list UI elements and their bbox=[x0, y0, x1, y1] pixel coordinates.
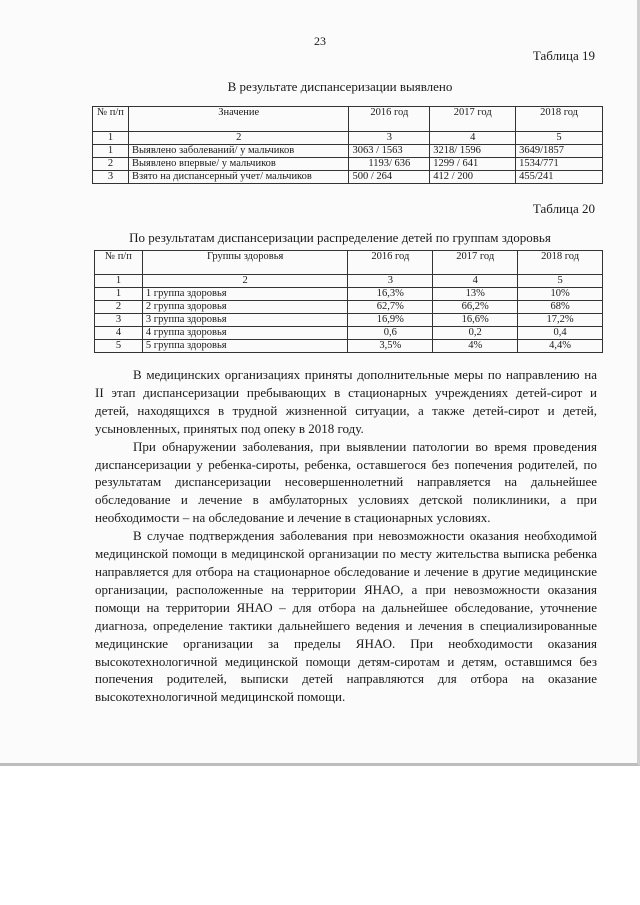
table-cell: 66,2% bbox=[433, 301, 518, 314]
table-cell: 0,6 bbox=[348, 327, 433, 340]
table-cell: 1299 / 641 bbox=[430, 158, 516, 171]
table-cell: 0,2 bbox=[433, 327, 518, 340]
table-cell: 13% bbox=[433, 288, 518, 301]
table-cell: 3218/ 1596 bbox=[430, 145, 516, 158]
table20-header-cell: 2017 год bbox=[433, 251, 518, 275]
table-cell: 1 bbox=[93, 145, 129, 158]
table-cell: 1534/771 bbox=[516, 158, 603, 171]
table-cell: 2 bbox=[142, 275, 348, 288]
table-cell: 2 bbox=[128, 132, 349, 145]
table-cell: 16,3% bbox=[348, 288, 433, 301]
table-cell: 17,2% bbox=[518, 314, 603, 327]
table-cell: 68% bbox=[518, 301, 603, 314]
table19-index-row bbox=[93, 132, 603, 145]
table-cell: 5 bbox=[516, 132, 603, 145]
table-cell: 62,7% bbox=[348, 301, 433, 314]
table19-label: Таблица 19 bbox=[532, 48, 595, 63]
table-cell: 500 / 264 bbox=[349, 171, 430, 184]
table-row bbox=[95, 288, 603, 301]
table20-header-cell: 2016 год bbox=[348, 251, 433, 275]
table-cell: Взято на диспансерный учет/ мальчиков bbox=[128, 171, 349, 184]
table-cell: 3 bbox=[349, 132, 430, 145]
table19-header-cell: 2017 год bbox=[430, 107, 516, 132]
table-cell: Выявлено впервые/ у мальчиков bbox=[128, 158, 349, 171]
table-cell: 3 bbox=[93, 171, 129, 184]
table-cell: 3 bbox=[348, 275, 433, 288]
table-cell: 2 группа здоровья bbox=[142, 301, 348, 314]
table20-header-cell: 2018 год bbox=[518, 251, 603, 275]
table-cell: 3063 / 1563 bbox=[349, 145, 430, 158]
table-cell: 16,6% bbox=[433, 314, 518, 327]
table-cell: 1 группа здоровья bbox=[142, 288, 348, 301]
table-cell: 1193/ 636 bbox=[349, 158, 430, 171]
table19-header-cell: Значение bbox=[128, 107, 349, 132]
table20-header-cell: Группы здоровья bbox=[142, 251, 348, 275]
table19-header-cell: 2016 год bbox=[349, 107, 430, 132]
table-row bbox=[93, 145, 603, 158]
table-cell: 3 группа здоровья bbox=[142, 314, 348, 327]
table20 bbox=[94, 250, 603, 353]
table-cell: 412 / 200 bbox=[430, 171, 516, 184]
table19 bbox=[92, 106, 603, 184]
table19-header-row bbox=[93, 107, 603, 132]
table-row bbox=[93, 171, 603, 184]
table-row bbox=[93, 158, 603, 171]
table20-index-row bbox=[95, 275, 603, 288]
table20-header-row bbox=[95, 251, 603, 275]
page-number: 23 bbox=[314, 34, 326, 48]
table-cell: 1 bbox=[93, 132, 129, 145]
table-cell: 10% bbox=[518, 288, 603, 301]
table-cell: 4,4% bbox=[518, 340, 603, 353]
table20-label: Таблица 20 bbox=[532, 201, 595, 216]
body-text bbox=[95, 366, 597, 706]
table-cell: 2 bbox=[95, 301, 143, 314]
table20-header-cell: № п/п bbox=[95, 251, 143, 275]
table-cell: 3,5% bbox=[348, 340, 433, 353]
table19-title: В результате диспансеризации выявлено bbox=[227, 79, 453, 94]
table-cell: 0,4 bbox=[518, 327, 603, 340]
table-cell: 4% bbox=[433, 340, 518, 353]
table-cell: 16,9% bbox=[348, 314, 433, 327]
paragraph: В медицинских организациях приняты дополнительные меры по направлению на II этап диспансеризации пребывающих в стационарных учреждениях детей-сирот и детей, находящихся в трудной жизненной ситуации, а также детей-сирот и детей, усыновленных, принятых под опеку в 2018 году. bbox=[95, 367, 597, 436]
paragraph: В случае подтверждения заболевания при невозможности оказания необходимой медицинской помощи в медицинской организации по месту жительства выписка ребенка направляется для отбора на стационарное обследование и лечение в другие медицинские организации, расположенные на территории ЯНАО, а при невозможности оказания помощи на территории ЯНАО – для отбора на дальнейшее обследование, уточнение диагноза, определение тактики дальнейшего ведения и лечения в специализированные медицинские организации за пределы ЯНАО. При необходимости оказания высокотехнологичной медицинской помощи детям-сиротам и детям, оставшимся без попечения родителей, выписки детей направляются для отбора на оказание высокотехнологичной медицинской помощи. bbox=[95, 528, 597, 705]
table20-title: По результатам диспансеризации распределение детей по группам здоровья bbox=[129, 230, 551, 245]
table-row bbox=[95, 301, 603, 314]
table-row bbox=[95, 327, 603, 340]
table-cell: 1 bbox=[95, 275, 143, 288]
table-cell: 3649/1857 bbox=[516, 145, 603, 158]
table19-header-cell: № п/п bbox=[93, 107, 129, 132]
table-cell: 5 bbox=[95, 340, 143, 353]
table-cell: 4 группа здоровья bbox=[142, 327, 348, 340]
table-cell: 4 bbox=[430, 132, 516, 145]
table-cell: 3 bbox=[95, 314, 143, 327]
paragraph: При обнаружении заболевания, при выявлении патологии во время проведения диспансеризации у ребенка-сироты, ребенка, оставшегося без попечения родителей, по результатам диспансеризации несовершеннолетний направляется на дальнейшее обследование и лечение в амбулаторных условиях детской поликлиники, а при необходимости – на обследование и лечение в стационарных условиях. bbox=[95, 438, 597, 526]
table-cell: 455/241 bbox=[516, 171, 603, 184]
table-cell: 1 bbox=[95, 288, 143, 301]
table19-header-cell: 2018 год bbox=[516, 107, 603, 132]
table-cell: 2 bbox=[93, 158, 129, 171]
table-row bbox=[95, 340, 603, 353]
table-cell: 5 группа здоровья bbox=[142, 340, 348, 353]
table-cell: 5 bbox=[518, 275, 603, 288]
table-row bbox=[95, 314, 603, 327]
table-cell: 4 bbox=[95, 327, 143, 340]
table-cell: 4 bbox=[433, 275, 518, 288]
table-cell: Выявлено заболеваний/ у мальчиков bbox=[128, 145, 349, 158]
